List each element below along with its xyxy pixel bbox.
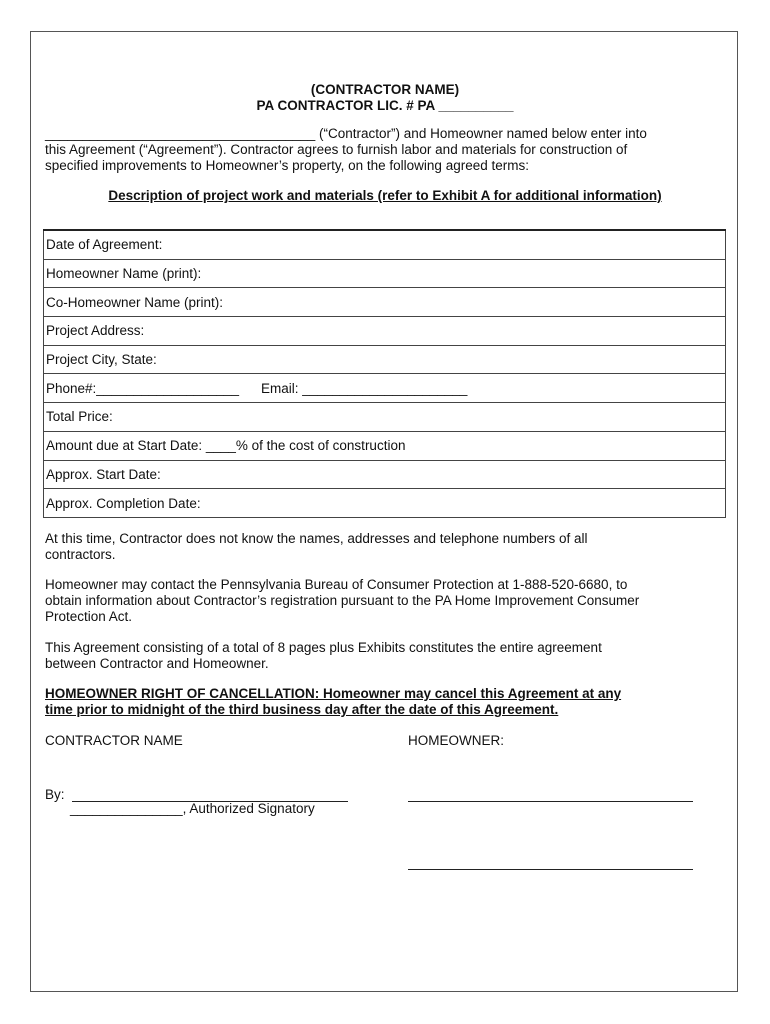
phone-email-cell <box>44 374 726 403</box>
project-address-field[interactable]: Project Address: <box>44 317 726 346</box>
homeowner-signature-line[interactable] <box>408 801 693 802</box>
project-city-state-field[interactable]: Project City, State: <box>44 345 726 374</box>
total-price-field[interactable]: Total Price: <box>44 403 726 432</box>
agreement-form-table <box>43 229 726 518</box>
table-row <box>44 374 726 403</box>
bureau-notice-line-1: Homeowner may contact the Pennsylvania Bureau of Consumer Protection at 1-888-520-6680, to <box>45 577 628 592</box>
contractors-notice-line-1: At this time, Contractor does not know the names, addresses and telephone numbers of all <box>45 531 588 546</box>
co-homeowner-name-field[interactable]: Co-Homeowner Name (print): <box>44 288 726 317</box>
amount-due-field[interactable]: Amount due at Start Date: ____% of the cost of construction <box>44 431 726 460</box>
pages-notice-line-1: This Agreement consisting of a total of 8 pages plus Exhibits constitutes the entire agreement <box>45 640 602 655</box>
bureau-notice-line-2: obtain information about Contractor’s registration pursuant to the PA Home Improvement Consumer <box>45 593 640 608</box>
homeowner-label: HOMEOWNER: <box>408 733 504 748</box>
phone-field[interactable]: Phone#:___________________ <box>46 380 239 396</box>
table-row <box>44 288 726 317</box>
bureau-notice-line-3: Protection Act. <box>45 609 133 624</box>
table-row <box>44 489 726 518</box>
section-heading: Description of project work and materials (refer to Exhibit A for additional information) <box>108 188 662 203</box>
by-label: By: <box>45 787 65 802</box>
cancellation-text: : Homeowner may cancel this Agreement at any <box>314 686 622 701</box>
pages-notice-line-2: between Contractor and Homeowner. <box>45 656 269 671</box>
authorized-signatory-label: _______________, Authorized Signatory <box>70 801 315 816</box>
intro-line-1: ____________________________________ (“Contractor”) and Homeowner named below enter into <box>45 126 647 141</box>
table-row <box>44 259 726 288</box>
table-row <box>44 230 726 259</box>
contractors-notice-line-2: contractors. <box>45 547 116 562</box>
contractor-name-label: CONTRACTOR NAME <box>45 733 183 748</box>
table-row <box>44 317 726 346</box>
intro-line-3: specified improvements to Homeowner’s property, on the following agreed terms: <box>45 158 529 173</box>
start-date-field[interactable]: Approx. Start Date: <box>44 460 726 489</box>
table-row <box>44 345 726 374</box>
cancellation-line-1 <box>45 686 725 702</box>
completion-date-field[interactable]: Approx. Completion Date: <box>44 489 726 518</box>
co-homeowner-signature-line[interactable] <box>408 869 693 870</box>
email-field[interactable]: Email: ______________________ <box>260 380 468 396</box>
table-row <box>44 403 726 432</box>
contractor-name-title: (CONTRACTOR NAME) <box>310 82 460 97</box>
homeowner-name-field[interactable]: Homeowner Name (print): <box>44 259 726 288</box>
license-number-title: PA CONTRACTOR LIC. # PA __________ <box>256 98 514 113</box>
table-row <box>44 431 726 460</box>
date-of-agreement-field[interactable]: Date of Agreement: <box>44 230 726 259</box>
cancellation-label: HOMEOWNER RIGHT OF CANCELLATION <box>45 686 315 701</box>
cancellation-line-2: time prior to midnight of the third business day after the date of this Agreement. <box>45 702 559 717</box>
intro-line-2: this Agreement (“Agreement”). Contractor agrees to furnish labor and materials for construction of <box>45 142 628 157</box>
table-row <box>44 460 726 489</box>
